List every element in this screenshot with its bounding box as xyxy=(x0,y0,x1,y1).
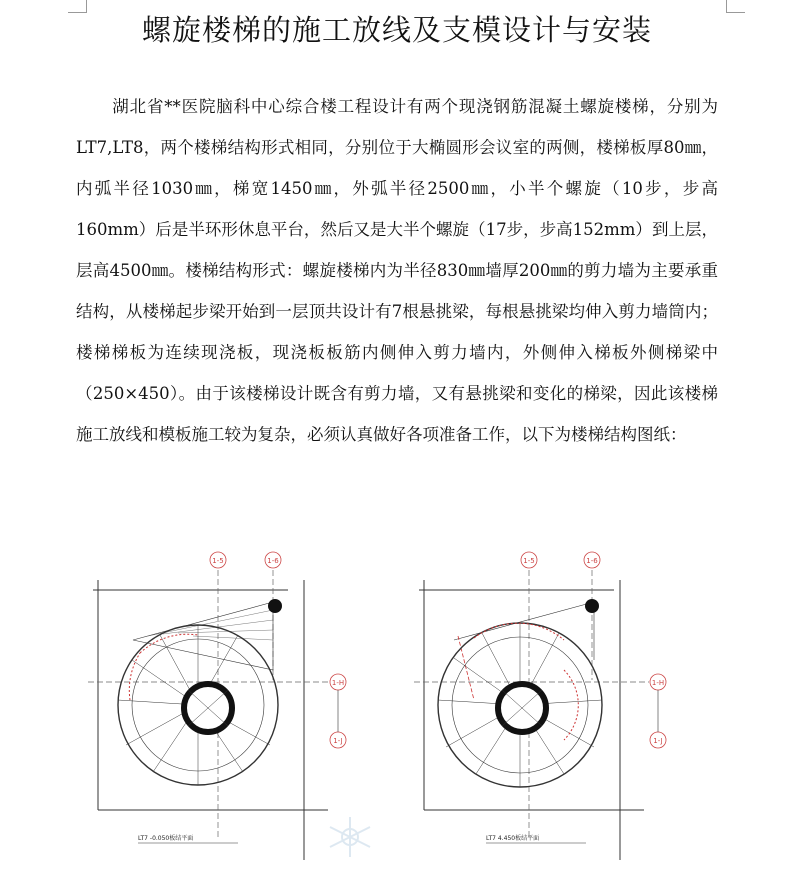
axis-bubble-label: 1-6 xyxy=(267,557,279,565)
axis-bubble-label: 1-5 xyxy=(212,557,224,565)
watermark-snowflake-icon xyxy=(320,812,380,862)
axis-bubble-label: 1-H xyxy=(651,679,665,687)
axis-bubble-label: 1-J xyxy=(333,737,343,745)
document-title: 螺旋楼梯的施工放线及支模设计与安装 xyxy=(141,13,652,47)
axis-bubble-label: 1-J xyxy=(653,737,663,745)
drawing-caption: LT7 -0.050板结平面 xyxy=(138,835,194,842)
stair-plan-drawing-lt7-upper xyxy=(414,540,704,870)
body-paragraph: 湖北省**医院脑科中心综合楼工程设计有两个现浇钢筋混凝土螺旋楼梯，分别为LT7,LT8，两个楼梯结构形式相同，分别位于大椭圆形会议室的两侧，楼梯板厚80㎜，内弧半径1030㎜，梯宽1450㎜，外弧半径2500㎜，小半个螺旋（10步，步高160mm）后是半环形休息平台，然后又是大半个螺旋（17步，步高152mm）到上层，层高4500㎜。楼梯结构形式：螺旋楼梯内为半径830㎜墙厚200㎜的剪力墙为主要承重结构，从楼梯起步梁开始到一层顶共设计有7根悬挑梁，每根悬挑梁均伸入剪力墙筒内；楼梯梯板为连续现浇板，现浇板板筋内侧伸入剪力墙内，外侧伸入梯板外侧梯梁中（250×450）。由于该楼梯设计既含有剪力墙，又有悬挑梁和变化的梯梁，因此该楼梯施工放线和模板施工较为复杂，必须认真做好各项准备工作，以下为楼梯结构图纸： xyxy=(76,97,718,444)
axis-bubble-label: 1-5 xyxy=(523,557,535,565)
axis-bubble-label: 1-6 xyxy=(586,557,598,565)
drawing-caption: LT7 4.450板结平面 xyxy=(486,835,540,842)
axis-bubble-label: 1-H xyxy=(331,679,345,687)
